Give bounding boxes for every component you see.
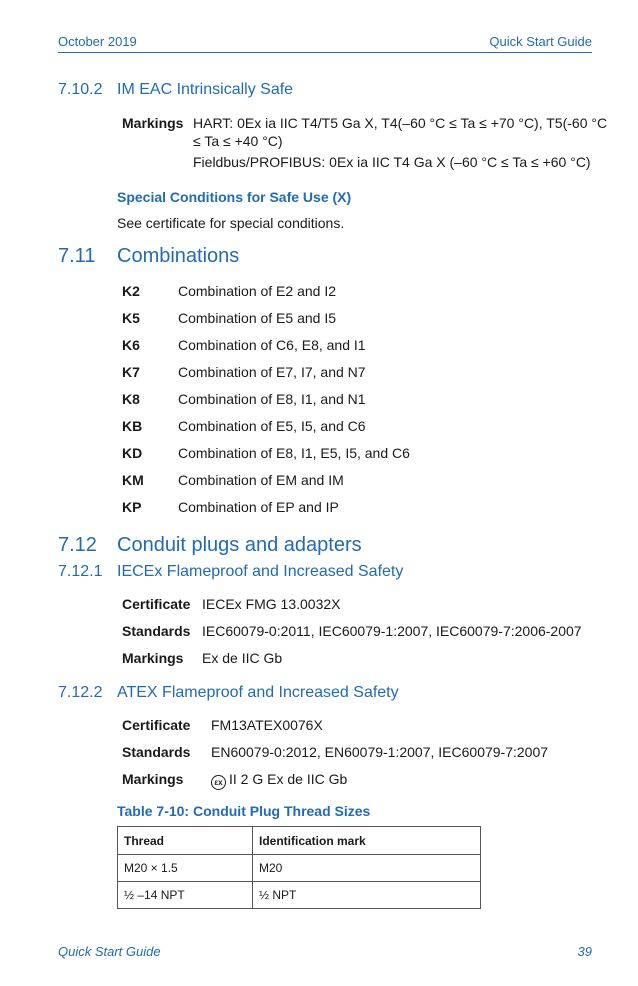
section-heading-7-12 [58,534,362,557]
section-title: IECEx Flameproof and Increased Safety [117,563,404,580]
column-header-identification-mark: Identification mark [253,827,481,855]
markings-value: Ex de IIC Gb [202,650,283,666]
section-number: 7.11 [58,245,96,267]
table-cell-thread: ½ –14 NPT [118,882,253,909]
combination-desc: Combination of EP and IP [178,499,339,515]
section-heading-7-12-2 [58,684,399,702]
certificate-value: IECEx FMG 13.0032X [202,596,341,612]
section-number: 7.12.1 [58,563,103,580]
header-date: October 2019 [58,34,137,49]
combination-desc: Combination of E8, I1, E5, I5, and C6 [178,445,410,461]
combination-code: KM [122,472,144,488]
section-number: 7.10.2 [58,81,103,98]
table-header-row [118,827,481,855]
combination-code: K8 [122,391,140,407]
footer-title: Quick Start Guide [58,944,161,959]
combination-code: K6 [122,337,140,353]
section-heading-7-12-1 [58,563,404,581]
section-number: 7.12.2 [58,684,103,701]
combination-code: KD [122,445,143,461]
standards-value: EN60079-0:2012, EN60079-1:2007, IEC60079-7:2007 [211,744,549,760]
markings-value-wrap [211,771,347,790]
combination-desc: Combination of E8, I1, and N1 [178,391,366,407]
section-title: IM EAC Intrinsically Safe [117,81,294,98]
combination-code: K7 [122,364,140,380]
combination-code: KB [122,418,143,434]
table-cell-thread: M20 × 1.5 [118,855,253,882]
thread-sizes-table [117,826,481,909]
special-conditions-text: See certificate for special conditions. [117,215,345,231]
certificate-label: Certificate [122,596,191,612]
standards-label: Standards [122,744,191,760]
certificate-value: FM13ATEX0076X [211,717,323,733]
section-title: Combinations [117,245,240,267]
header-title: Quick Start Guide [489,34,592,49]
markings-label: Markings [122,650,184,666]
page-header [58,34,592,53]
combination-desc: Combination of E5 and I5 [178,310,336,326]
section-heading-7-11 [58,245,240,268]
table-cell-mark: M20 [253,855,481,882]
markings-label: Markings [122,115,184,131]
ex-mark-icon: εx [211,775,226,790]
combination-desc: Combination of E2 and I2 [178,283,336,299]
section-number: 7.12 [58,534,97,556]
markings-value-line3: Fieldbus/PROFIBUS: 0Ex ia IIC T4 Ga X (–60 °C ≤ Ta ≤ +60 °C) [193,154,591,170]
combination-desc: Combination of EM and IM [178,472,344,488]
markings-value-line2: ≤ Ta ≤ +40 °C) [193,133,283,149]
standards-label: Standards [122,623,191,639]
column-header-thread: Thread [118,827,253,855]
table-row [118,882,481,909]
combination-code: K2 [122,283,140,299]
section-title: Conduit plugs and adapters [117,534,362,556]
certificate-label: Certificate [122,717,191,733]
special-conditions-title: Special Conditions for Safe Use (X) [117,189,352,205]
table-cell-mark: ½ NPT [253,882,481,909]
markings-value: II 2 G Ex de IIC Gb [229,771,348,787]
table-row [118,855,481,882]
table-caption: Table 7-10: Conduit Plug Thread Sizes [117,803,371,819]
standards-value: IEC60079-0:2011, IEC60079-1:2007, IEC60079-7:2006-2007 [202,623,582,639]
combination-desc: Combination of C6, E8, and I1 [178,337,366,353]
page-footer [58,944,592,959]
combination-desc: Combination of E7, I7, and N7 [178,364,366,380]
markings-label: Markings [122,771,184,787]
section-title: ATEX Flameproof and Increased Safety [117,684,399,701]
combination-code: K5 [122,310,140,326]
combination-desc: Combination of E5, I5, and C6 [178,418,366,434]
page-number: 39 [577,944,592,959]
section-heading-7-10-2 [58,81,294,99]
combination-code: KP [122,499,142,515]
markings-value-line1: HART: 0Ex ia IIC T4/T5 Ga X, T4(–60 °C ≤ Ta ≤ +70 °C), T5(-60 °C [193,115,608,131]
